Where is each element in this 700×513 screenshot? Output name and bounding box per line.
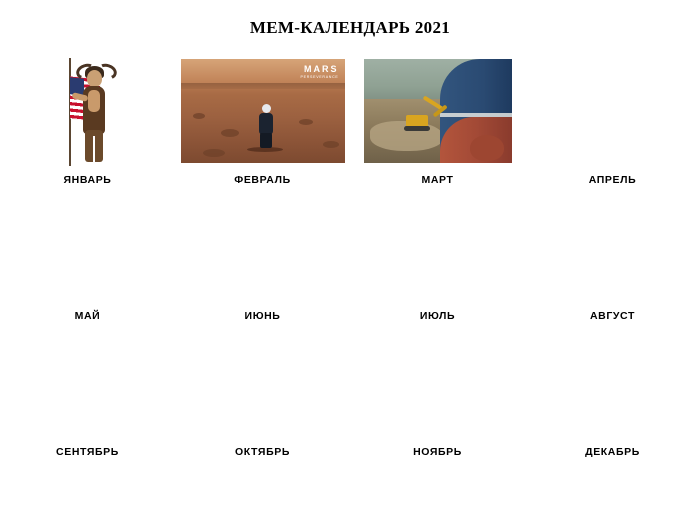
calendar-grid <box>0 52 700 460</box>
mars-rock-shape <box>203 149 225 157</box>
month-label-may: МАЙ <box>74 310 101 322</box>
suez-canal-ever-given-excavator-photo <box>364 59 512 163</box>
month-label-october: ОКТЯБРЬ <box>235 446 290 458</box>
mars-rock-shape <box>299 119 313 125</box>
excavator-cab-shape <box>406 115 428 127</box>
month-label-september: СЕНТЯБРЬ <box>56 446 119 458</box>
september-image-placeholder <box>0 324 175 441</box>
mars-logo-title: MARS <box>304 63 339 74</box>
january-image <box>0 52 175 169</box>
calendar-cell-june <box>175 188 350 324</box>
calendar-cell-september <box>0 324 175 460</box>
calendar-cell-july <box>350 188 525 324</box>
mars-mission-logo <box>301 65 339 80</box>
calendar-cell-august <box>525 188 700 324</box>
november-image-placeholder <box>350 324 525 441</box>
calendar-cell-january <box>0 52 175 188</box>
head-shape <box>87 70 102 87</box>
august-image-placeholder <box>525 188 700 305</box>
legs-gap-shape <box>93 136 95 162</box>
mars-rock-shape <box>193 113 205 119</box>
ship-waterline-stripe-shape <box>440 113 512 117</box>
figure-head-shape <box>262 104 271 113</box>
figure-legs-shape <box>260 133 272 148</box>
february-image <box>175 52 350 169</box>
calendar-cell-february <box>175 52 350 188</box>
may-image-placeholder <box>0 188 175 305</box>
figure-body-shape <box>259 113 273 135</box>
october-image-placeholder <box>175 324 350 441</box>
april-image-placeholder <box>525 52 700 169</box>
calendar-cell-november <box>350 324 525 460</box>
calendar-page <box>0 18 700 513</box>
bare-chest-shape <box>88 90 100 112</box>
mars-rock-shape <box>221 129 239 137</box>
december-image-placeholder <box>525 324 700 441</box>
excavator-shape <box>396 99 446 133</box>
calendar-cell-april <box>525 52 700 188</box>
calendar-cell-march <box>350 52 525 188</box>
excavator-track-shape <box>404 126 430 131</box>
month-label-august: АВГУСТ <box>590 310 635 322</box>
qanon-shaman-with-us-flag-photo <box>57 56 119 166</box>
month-label-november: НОЯБРЬ <box>413 446 462 458</box>
july-image-placeholder <box>350 188 525 305</box>
month-label-april: АПРЕЛЬ <box>588 174 637 186</box>
ship-bulbous-bow-shape <box>470 135 504 161</box>
month-label-february: ФЕВРАЛЬ <box>234 174 291 186</box>
mars-rock-shape <box>323 141 339 148</box>
seated-figure-shape <box>255 103 277 149</box>
month-label-march: МАРТ <box>421 174 454 186</box>
mars-logo-subtitle: PERSEVERANCE <box>300 74 339 79</box>
mars-perseverance-rover-landing-photo <box>181 59 345 163</box>
month-label-december: ДЕКАБРЬ <box>585 446 640 458</box>
mars-horizon-shape <box>181 83 345 89</box>
march-image <box>350 52 525 169</box>
month-label-june: ИЮНЬ <box>244 310 281 322</box>
month-label-july: ИЮЛЬ <box>419 310 456 322</box>
calendar-cell-december <box>525 324 700 460</box>
month-label-january: ЯНВАРЬ <box>63 174 112 186</box>
page-title: МЕМ-КАЛЕНДАРЬ 2021 <box>249 18 451 37</box>
june-image-placeholder <box>175 188 350 305</box>
calendar-cell-october <box>175 324 350 460</box>
calendar-cell-may <box>0 188 175 324</box>
